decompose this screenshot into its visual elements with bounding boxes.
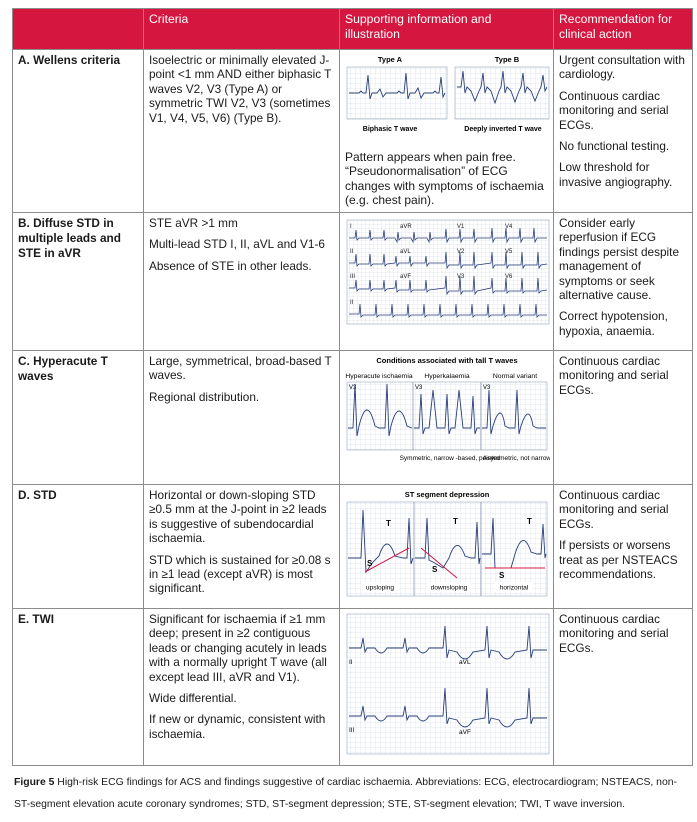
criteria-text: STD which is sustained for ≥0.08 s in ≥1 lead (except aVR) is most significant.	[149, 552, 331, 596]
s-wave-label: S	[499, 571, 505, 580]
criteria-text: Isoelectric or minimally elevated J-point <1 mm AND either biphasic T waves V2, V3 (Type A) or symmetric TWI V2, V3 (sometimes V1, V4, V5, V6) (Type B).	[149, 53, 332, 125]
row-diffuse-std	[13, 213, 693, 351]
inverted-label: Deeply inverted T wave	[464, 126, 542, 133]
lead-label: V3	[483, 385, 491, 391]
criteria-cell	[144, 609, 340, 766]
findings-table	[12, 8, 693, 766]
action-item: Low threshold for invasive angiography.	[559, 160, 673, 189]
twi-grid	[347, 614, 549, 754]
lead-label: aVL	[400, 249, 411, 255]
lead-label: I	[350, 224, 352, 230]
ecg-grid	[347, 220, 549, 324]
illustration-cell	[340, 213, 554, 351]
s-wave-label: S	[432, 565, 438, 574]
criteria-cell	[144, 50, 340, 213]
action-item: Continuous cardiac monitoring and serial ECGs.	[559, 488, 669, 531]
row-title: D. STD	[13, 485, 144, 609]
row-hyperacute	[13, 351, 693, 485]
header-blank	[13, 9, 144, 50]
lead-label: II	[350, 249, 354, 255]
criteria-text: Significant for ischaemia if ≥1 mm deep; present in ≥2 contiguous leads or changing acutely in leads with a normally upright T wave (all except lead III, aVR and V1).	[149, 612, 327, 684]
action-cell	[554, 50, 693, 213]
figure-caption	[14, 772, 690, 816]
panel-title: Hyperacute ischaemia	[345, 373, 413, 380]
tall-t-title: Conditions associated with tall T waves	[376, 356, 518, 365]
std-title: ST segment depression	[404, 490, 490, 499]
action-item: Correct hypotension, hypoxia, anaemia.	[559, 309, 668, 338]
row-twi	[13, 609, 693, 766]
lead-label: V3	[349, 385, 357, 391]
action-item: Continuous cardiac monitoring and serial ECGs.	[559, 612, 669, 655]
lead-label: V3	[415, 385, 423, 391]
t-wave-label: T	[453, 517, 458, 526]
figure-caption-text: High-risk ECG findings for ACS and findings suggestive of cardiac ischaemia. Abbreviations: ECG, electrocardiogram; NSTEACS, non-ST-segment elevation acute coronary syndromes; STD, ST-segment depression; STE, ST-segment elevation; TWI, T wave inversion.	[14, 777, 677, 810]
lead-label: V6	[505, 274, 513, 280]
row-title: A. Wellens criteria	[13, 50, 144, 213]
criteria-text: Absence of STE in other leads.	[149, 258, 312, 273]
type-a-label: Type A	[377, 55, 403, 64]
criteria-text: Regional distribution.	[149, 389, 260, 404]
row-title: C. Hyperacute T waves	[13, 351, 144, 485]
wellens-ecg-illustration	[345, 53, 550, 139]
wellens-supporting-text: Pattern appears when pain free. “Pseudonormalisation” of ECG changes with symptoms of ischaemia (e.g. chest pain).	[345, 150, 544, 208]
action-item: Continuous cardiac monitoring and serial ECGs.	[559, 354, 669, 397]
panel-label: downsloping	[430, 584, 468, 592]
row-wellens	[13, 50, 693, 213]
lead-label: III	[349, 727, 355, 734]
type-b-grid	[455, 67, 549, 119]
type-b-label: Type B	[494, 55, 520, 64]
lead-label: V5	[505, 249, 513, 255]
biphasic-label: Biphasic T wave	[362, 126, 418, 133]
criteria-cell	[144, 485, 340, 609]
t-wave-label: T	[527, 517, 532, 526]
action-cell	[554, 609, 693, 766]
header-supporting: Supporting information and illustration	[340, 9, 554, 50]
header-recommendation: Recommendation for clinical action	[554, 9, 693, 50]
panel-title: Normal variant	[492, 373, 538, 380]
action-item: Urgent consultation with cardiology.	[559, 53, 685, 82]
action-cell	[554, 485, 693, 609]
action-item: If persists or worsens treat as per NSTEACS recommendations.	[559, 538, 678, 582]
criteria-text: Large, symmetrical, broad-based T waves.	[149, 354, 332, 383]
action-cell	[554, 351, 693, 485]
illustration-cell	[340, 351, 554, 485]
criteria-text: STE aVR >1 mm	[149, 216, 238, 230]
header-row	[13, 9, 693, 50]
criteria-text: If new or dynamic, consistent with ischaemia.	[149, 712, 326, 741]
lead-label: aVL	[459, 659, 471, 666]
panel-label: horizontal	[499, 584, 529, 592]
panel-title: Hyperkalaemia	[424, 373, 470, 380]
twi-ecg-illustration	[345, 612, 550, 757]
action-item: Consider early reperfusion if ECG findings persist despite management of symptoms or seek alternative cause.	[559, 216, 680, 303]
tall-t-waves-illustration	[345, 354, 550, 476]
normal-variant-note: Asymmetric, not narrow	[482, 455, 550, 462]
lead-label: V2	[457, 249, 465, 255]
figure-label: Figure 5	[14, 777, 55, 788]
criteria-cell	[144, 351, 340, 485]
t-wave-label: T	[386, 519, 391, 528]
lead-label: V4	[505, 224, 513, 230]
criteria-text: Wide differential.	[149, 691, 237, 706]
action-item: Continuous cardiac monitoring and serial ECGs.	[559, 88, 669, 132]
row-std	[13, 485, 693, 609]
action-cell	[554, 213, 693, 351]
illustration-cell	[340, 609, 554, 766]
lead-label: aVR	[400, 224, 412, 230]
lead-label: II	[349, 659, 353, 666]
lead-label: aVF	[400, 274, 412, 280]
lead-label: V3	[457, 274, 465, 280]
header-criteria: Criteria	[144, 9, 340, 50]
action-item: No functional testing.	[559, 139, 670, 154]
twelve-lead-ecg	[345, 216, 550, 328]
lead-label: III	[350, 274, 356, 280]
lead-label: V1	[457, 224, 465, 230]
criteria-text: Horizontal or down-sloping STD ≥0.5 mm at the J-point in ≥2 leads is suggestive of subendocardial ischaemia.	[149, 488, 327, 546]
s-wave-label: S	[367, 559, 373, 568]
st-depression-illustration	[345, 488, 550, 600]
hyperkalaemia-note: Symmetric, narrow -based, pointed	[399, 455, 501, 462]
criteria-cell	[144, 213, 340, 351]
row-title: E. TWI	[13, 609, 144, 766]
illustration-cell	[340, 50, 554, 213]
criteria-text: Multi-lead STD I, II, aVL and V1-6	[149, 237, 325, 252]
lead-label: aVF	[459, 729, 471, 736]
panel-label: upsloping	[365, 584, 395, 592]
row-title: B. Diffuse STD in multiple leads and STE in aVR	[13, 213, 144, 351]
lead-label: II	[350, 300, 354, 306]
illustration-cell	[340, 485, 554, 609]
